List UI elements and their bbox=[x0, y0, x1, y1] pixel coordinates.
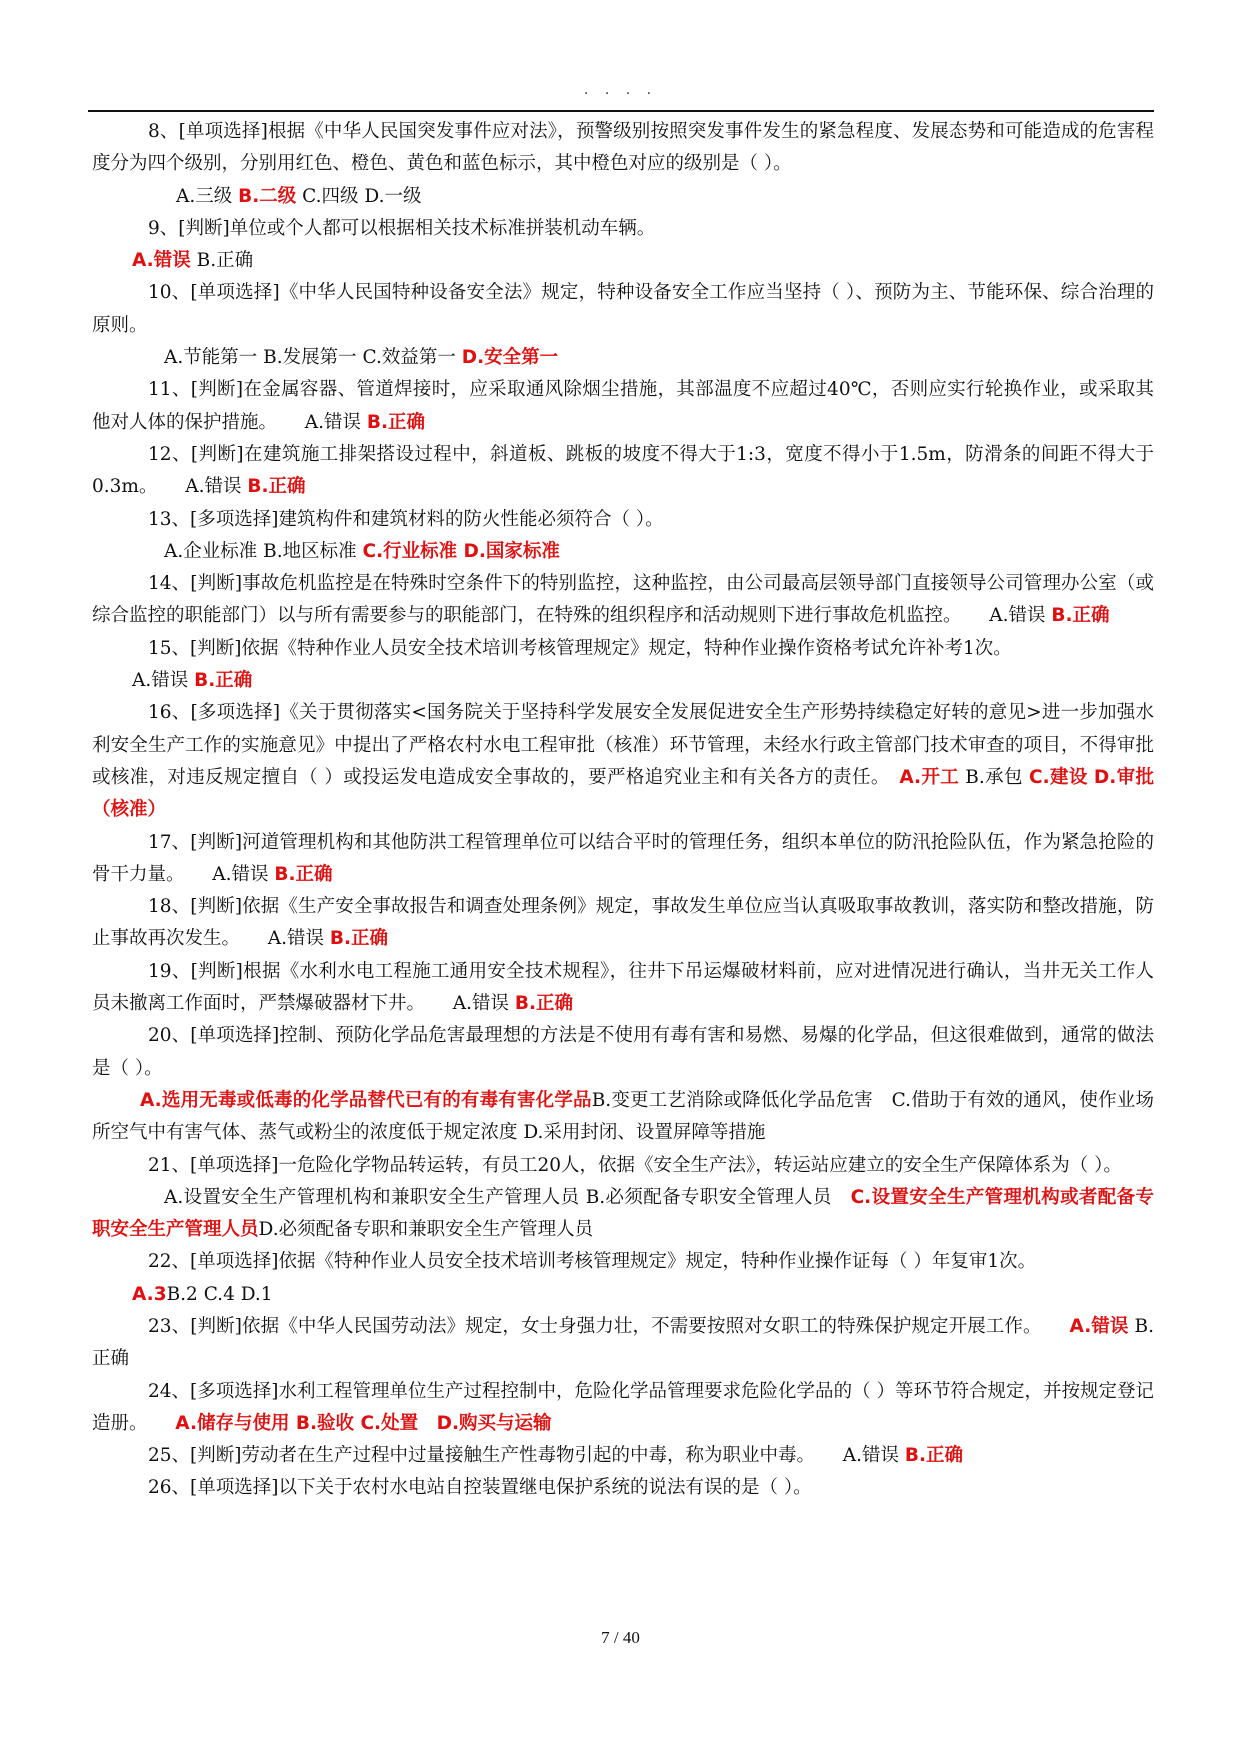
answer-option-a: A.错误 bbox=[132, 250, 191, 272]
question-stem-8: 8、[单项选择]根据《中华人民国突发事件应对法》，预警级别按照突发事件发生的紧急程度、发展态势和可能造成的危害程度分为四个级别，分别用红色、橙色、黄色和蓝色标示，其中橙色对应的级别是（ ）。 bbox=[92, 121, 1154, 175]
question-stem-25: 25、[判断]劳动者在生产过程中过量接触生产性毒物引起的中毒，称为职业中毒。 bbox=[148, 1445, 806, 1467]
question-stem-26: 26、[单项选择]以下关于农村水电站自控装置继电保护系统的说法有误的是（ ）。 bbox=[148, 1477, 812, 1499]
option-a: A.错误 bbox=[212, 863, 269, 885]
question-options-22 bbox=[92, 1279, 1154, 1311]
question-19 bbox=[92, 956, 1154, 1021]
option-bcd: B.2 C.4 D.1 bbox=[166, 1283, 273, 1305]
option-cd: C.四级 D.一级 bbox=[302, 185, 422, 207]
answer-option-a: A.3 bbox=[132, 1283, 167, 1305]
answer-option-c: C.设置安全生产管理机构或者配备专职安全生产管理人员 bbox=[92, 1186, 1154, 1241]
question-options-20 bbox=[92, 1085, 1154, 1150]
question-stem-11: 11、[判断]在金属容器、管道焊接时，应采取通风除烟尘措施，其部温度不应超过40℃，否则应实行轮换作业，或采取其他对人体的保护措施。 bbox=[92, 379, 1154, 433]
option-a: A.错误 bbox=[132, 670, 189, 692]
option-a: A.错误 bbox=[185, 476, 242, 498]
question-16 bbox=[92, 697, 1154, 826]
question-18 bbox=[92, 891, 1154, 956]
option-ab: A.设置安全生产管理机构和兼职安全生产管理人员 B.必须配备专职安全管理人员 bbox=[164, 1186, 832, 1208]
question-stem-18: 18、[判断]依据《生产安全事故报告和调查处理条例》规定，事故发生单位应当认真吸取事故教训，落实防和整改措施，防止事故再次发生。 bbox=[92, 896, 1154, 950]
question-17 bbox=[92, 827, 1154, 892]
option-bcd: B.变更工艺消除或降低化学品危害 C.借助于有效的通风，使作业场所空气中有害气体、蒸气或粉尘的浓度低于规定浓度 D.采用封闭、设置屏障等措施 bbox=[92, 1089, 1154, 1144]
answer-option-b: B.正确 bbox=[274, 863, 333, 885]
option-a: A.错误 bbox=[267, 928, 325, 950]
question-stem-16: 16、[多项选择]《关于贯彻落实<国务院关于坚持科学发展安全发展促进安全生产形势持续稳定好转的意见>进一步加强水利安全生产工作的实施意见》中提出了严格农村水电工程审批（核准）环节管理，未经水行政主管部门技术审查的项目，不得审批或核准，对违反规定擅自（ ）或投运发电造成安全事故的，要严格追究业主和有关各方的责任。 bbox=[92, 702, 1154, 788]
answer-option-b: B.正确 bbox=[1051, 605, 1110, 627]
question-stem-20: 20、[单项选择]控制、预防化学品危害最理想的方法是不使用有毒有害和易燃、易爆的化学品，但这很难做到，通常的做法是（ ）。 bbox=[92, 1025, 1154, 1079]
answer-option-b: B.正确 bbox=[366, 411, 426, 433]
answer-option-b: B.正确 bbox=[904, 1445, 964, 1467]
question-24 bbox=[92, 1376, 1154, 1441]
answer-options-abcd: A.储存与使用 B.验收 C.处置 D.购买与运输 bbox=[175, 1412, 552, 1434]
question-options-13 bbox=[92, 536, 1154, 568]
option-b: B.承包 bbox=[965, 766, 1023, 788]
answer-option-d: D.审批（核准） bbox=[92, 766, 1154, 821]
question-stem-10: 10、[单项选择]《中华人民国特种设备安全法》规定，特种设备安全工作应当坚持（ ）、预防为主、节能环保、综合治理的原则。 bbox=[92, 282, 1154, 336]
answer-option-b: B.正确 bbox=[514, 993, 574, 1015]
answer-option-b: B.二级 bbox=[238, 185, 297, 207]
answer-option-b: B.正确 bbox=[329, 928, 389, 950]
option-a: A.错误 bbox=[452, 993, 510, 1015]
question-stem-19: 19、[判断]根据《水利水电工程施工通用安全技术规程》，往井下吊运爆破材料前，应对进情况进行确认，当井无关工作人员未撤离工作面时，严禁爆破器材下井。 bbox=[92, 960, 1154, 1015]
question-stem-14: 14、[判断]事故危机监控是在特殊时空条件下的特别监控，这种监控，由公司最高层领导部门直接领导公司管理办公室（或综合监控的职能部门）以与所有需要参与的职能部门，在特殊的组织程序和活动规则下进行事故危机监控。 bbox=[92, 573, 1154, 627]
answer-option-d: D.安全第一 bbox=[461, 347, 559, 369]
header-dots: . . . . bbox=[583, 82, 658, 98]
question-23 bbox=[92, 1311, 1154, 1376]
option-ab: A.企业标准 B.地区标准 bbox=[164, 540, 357, 562]
question-stem-12: 12、[判断]在建筑施工排架搭设过程中，斜道板、跳板的坡度不得大于1:3，宽度不得小于1.5m，防滑条的间距不得大于0.3m。 bbox=[92, 443, 1154, 498]
question-stem-13: 13、[多项选择]建筑构件和建筑材料的防火性能必须符合（ ）。 bbox=[148, 508, 664, 530]
question-stem-17: 17、[判断]河道管理机构和其他防洪工程管理单位可以结合平时的管理任务，组织本单位的防汛抢险队伍，作为紧急抢险的骨干力量。 bbox=[92, 831, 1154, 885]
question-stem-23: 23、[判断]依据《中华人民国劳动法》规定，女士身强力壮，不需要按照对女职工的特殊保护规定开展工作。 bbox=[148, 1315, 1033, 1337]
answer-option-c: C.建设 bbox=[1029, 766, 1088, 788]
answer-option-a: A.开工 bbox=[899, 766, 960, 788]
answer-option-b: B.正确 bbox=[247, 476, 306, 498]
question-options-9 bbox=[92, 245, 1154, 277]
question-12 bbox=[92, 439, 1154, 504]
option-abc: A.节能第一 B.发展第一 C.效益第一 bbox=[164, 347, 456, 369]
question-list bbox=[92, 116, 1154, 1505]
option-a: A.三级 bbox=[176, 185, 233, 207]
question-stem-9: 9、[判断]单位或个人都可以根据相关技术标准拼装机动车辆。 bbox=[148, 217, 656, 239]
question-14 bbox=[92, 568, 1154, 633]
header-rule bbox=[88, 110, 1154, 112]
question-stem-22: 22、[单项选择]依据《特种作业人员安全技术培训考核管理规定》规定，特种作业操作证每（ ）年复审1次。 bbox=[148, 1251, 1037, 1273]
question-stem-21: 21、[单项选择]一危险化学物品转运转，有员工20人，依据《安全生产法》，转运站应建立的安全生产保障体系为（ ）。 bbox=[148, 1154, 1122, 1176]
option-a: A.错误 bbox=[989, 605, 1046, 627]
question-stem-15: 15、[判断]依据《特种作业人员安全技术培训考核管理规定》规定，特种作业操作资格考试允许补考1次。 bbox=[148, 637, 1012, 659]
question-11 bbox=[92, 374, 1154, 439]
question-25 bbox=[92, 1440, 1154, 1472]
question-stem-24: 24、[多项选择]水利工程管理单位生产过程控制中，危险化学品管理要求危险化学品的（ ）等环节符合规定，并按规定登记造册。 bbox=[92, 1380, 1154, 1434]
option-a: A.错误 bbox=[842, 1445, 899, 1467]
question-options-15 bbox=[92, 665, 1154, 697]
option-d: D.必须配备专职和兼职安全生产管理人员 bbox=[258, 1219, 594, 1241]
question-options-10 bbox=[92, 342, 1154, 374]
page-number: 7 / 40 bbox=[601, 1628, 640, 1647]
answer-option-a: A.错误 bbox=[1069, 1315, 1129, 1337]
question-options-8 bbox=[92, 181, 1154, 213]
answer-option-b: B.正确 bbox=[194, 670, 253, 692]
answer-option-cd: C.行业标准 D.国家标准 bbox=[362, 540, 560, 562]
option-b: B.正确 bbox=[196, 250, 254, 272]
option-a: A.错误 bbox=[304, 411, 362, 433]
option-b: B.正确 bbox=[92, 1315, 1154, 1370]
answer-option-a: A.选用无毒或低毒的化学品替代已有的有毒有害化学品 bbox=[140, 1089, 592, 1111]
question-options-21 bbox=[92, 1182, 1154, 1247]
